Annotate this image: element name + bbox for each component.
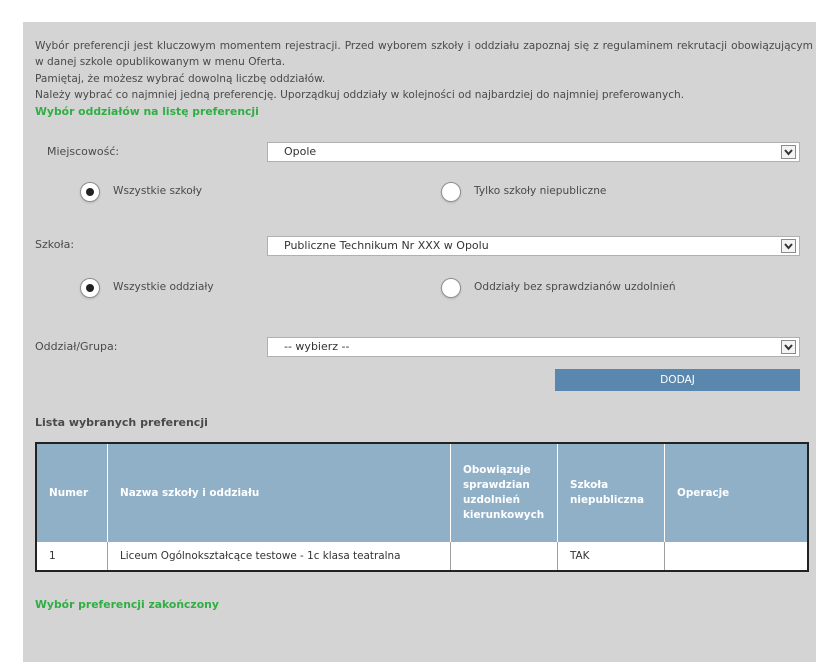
intro-line-2: Pamiętaj, że możesz wybrać dowolną liczbę oddziałów. xyxy=(35,72,326,85)
chevron-down-icon[interactable] xyxy=(781,145,796,159)
city-select[interactable] xyxy=(267,142,800,162)
cell-school-branch: Liceum Ogólnokształcące testowe - 1c klasa teatralna xyxy=(108,542,451,571)
header-number: Numer xyxy=(36,443,108,542)
radio-all-schools-label: Wszystkie szkoły xyxy=(113,185,203,197)
radio-no-exam-branches[interactable] xyxy=(441,278,461,298)
section-title: Wybór oddziałów na listę preferencji xyxy=(35,104,259,118)
intro-line-1: Wybór preferencji jest kluczowym momentem rejestracji. Przed wyborem szkoły i oddziału zapoznaj się z regulaminem rekrutacji obowiązującym w danej szkole opublikowanym w menu Oferta. xyxy=(35,40,813,69)
table-header-row xyxy=(36,443,808,542)
school-select-value: Publiczne Technikum Nr XXX w Opolu xyxy=(284,239,489,252)
add-button[interactable]: DODAJ xyxy=(555,369,800,391)
header-operations: Operacje xyxy=(665,443,809,542)
header-school-branch: Nazwa szkoły i oddziału xyxy=(108,443,451,542)
preferences-table xyxy=(35,442,809,572)
group-label: Oddział/Grupa: xyxy=(35,340,118,353)
radio-private-schools[interactable] xyxy=(441,182,461,202)
radio-all-branches[interactable] xyxy=(80,278,100,298)
intro-line-3: Należy wybrać co najmniej jedną preferencję. Uporządkuj oddziały w kolejności od najbardziej do najmniej preferowanych. xyxy=(35,89,685,102)
cell-private-school: TAK xyxy=(558,542,665,571)
group-select-value: -- wybierz -- xyxy=(284,340,350,353)
chevron-down-icon[interactable] xyxy=(781,340,796,354)
preferences-panel xyxy=(23,22,816,662)
cell-exam-required xyxy=(451,542,558,571)
radio-private-schools-label: Tylko szkoły niepubliczne xyxy=(474,185,607,197)
header-private-school: Szkoła niepubliczna xyxy=(558,443,665,542)
table-row xyxy=(36,542,808,571)
school-select[interactable] xyxy=(267,236,800,256)
city-label: Miejscowość: xyxy=(47,145,120,158)
school-label: Szkoła: xyxy=(35,238,75,251)
cell-operations[interactable] xyxy=(665,542,809,571)
intro-text xyxy=(35,38,813,120)
list-title: Lista wybranych preferencji xyxy=(35,416,208,429)
group-select[interactable] xyxy=(267,337,800,357)
radio-all-branches-label: Wszystkie oddziały xyxy=(113,281,214,293)
radio-no-exam-branches-label: Oddziały bez sprawdzianów uzdolnień xyxy=(474,281,676,293)
cutoff-section-title: Wybór preferencji zakończony xyxy=(35,598,219,611)
cell-number: 1 xyxy=(36,542,108,571)
header-exam-required: Obowiązuje sprawdzian uzdolnień kierunkowych xyxy=(451,443,558,542)
city-select-value: Opole xyxy=(284,145,317,158)
chevron-down-icon[interactable] xyxy=(781,239,796,253)
radio-all-schools[interactable] xyxy=(80,182,100,202)
